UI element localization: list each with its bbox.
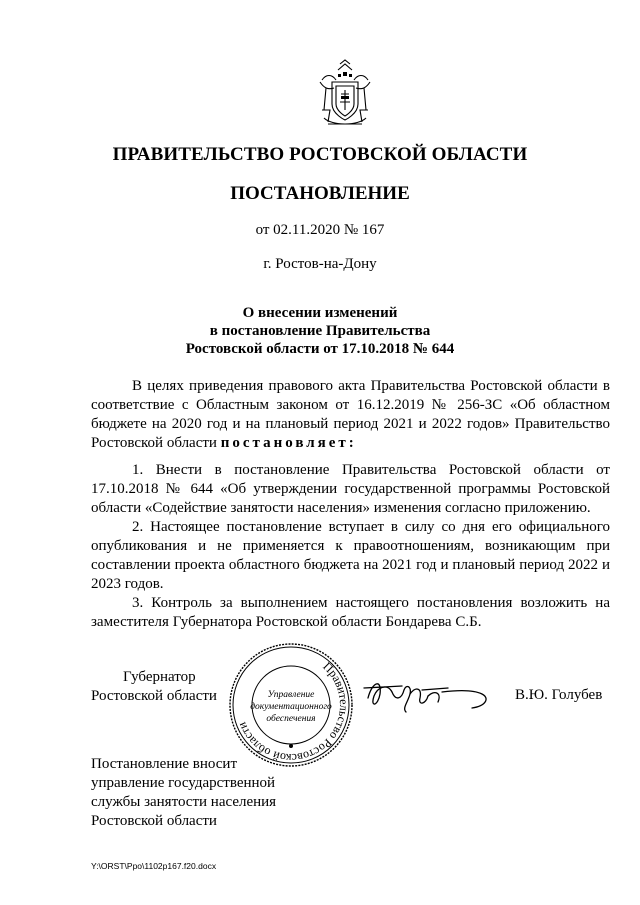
issuer-line: службы занятости населения <box>91 794 277 810</box>
issuer-line: управление государственной <box>91 775 276 791</box>
subject-line: Ростовской области от 17.10.2018 № 644 <box>185 341 455 357</box>
document-date-number: от 02.11.2020 № 167 <box>255 222 385 238</box>
resolution-item-2: 2. Настоящее постановление вступает в силу со дня его официального опубликования и не применяется к правоотношениям, возникающим при составлении проекта областного бюджета на 2021 год и плановый период 2022 и 2023 годов. <box>91 519 610 592</box>
issuer-line: Ростовской области <box>91 813 217 829</box>
resolution-items <box>91 461 610 632</box>
intro-paragraph <box>91 377 610 453</box>
subject-line: О внесении изменений <box>242 305 398 321</box>
resolution-item-3: 3. Контроль за выполнением настоящего постановления возложить на заместителя Губернатора Ростовской области Бондарева С.Б. <box>91 595 610 630</box>
seal-inner-text: Управление <box>267 690 315 700</box>
handwritten-signature <box>362 668 494 718</box>
resolution-item-1: 1. Внести в постановление Правительства Ростовской области от 17.10.2018 № 644 «Об утверждении государственной программы Ростовской области «Содействие занятости населения» изменения согласно приложению. <box>91 462 610 516</box>
seal-ring-text: Правительство Ростовской области <box>234 659 352 766</box>
document-subject <box>0 304 640 358</box>
subject-line: в постановление Правительства <box>209 323 431 339</box>
signer-name: В.Ю. Голубев <box>515 687 603 703</box>
issuing-department <box>91 755 276 831</box>
signer-position-line: Губернатор <box>123 669 196 685</box>
coat-of-arms-icon <box>314 58 376 130</box>
intro-text: В целях приведения правового акта Правительства Ростовской области в соответствие с Областным законом от 16.12.2019 № 256-ЗС «Об областном бюджете на 2020 год и на плановый период 2021 и 2022 годов» Правительство Ростовской области <box>91 378 610 451</box>
seal-inner-text: обеспечения <box>266 714 316 724</box>
signer-position-line: Ростовской области <box>91 688 217 704</box>
issuer-line: Постановление вносит <box>91 756 238 772</box>
resolves-word: постановляет: <box>220 435 357 451</box>
seal-inner-text: документационного <box>250 702 332 712</box>
file-path: Y:\ORST\Ppo\1102p167.f20.docx <box>91 861 217 871</box>
official-seal-stamp <box>228 642 354 768</box>
document-kind: ПОСТАНОВЛЕНИЕ <box>230 183 410 204</box>
signer-position <box>91 668 217 706</box>
government-title: ПРАВИТЕЛЬСТВО РОСТОВСКОЙ ОБЛАСТИ <box>112 144 528 165</box>
document-city: г. Ростов-на-Дону <box>263 256 377 272</box>
